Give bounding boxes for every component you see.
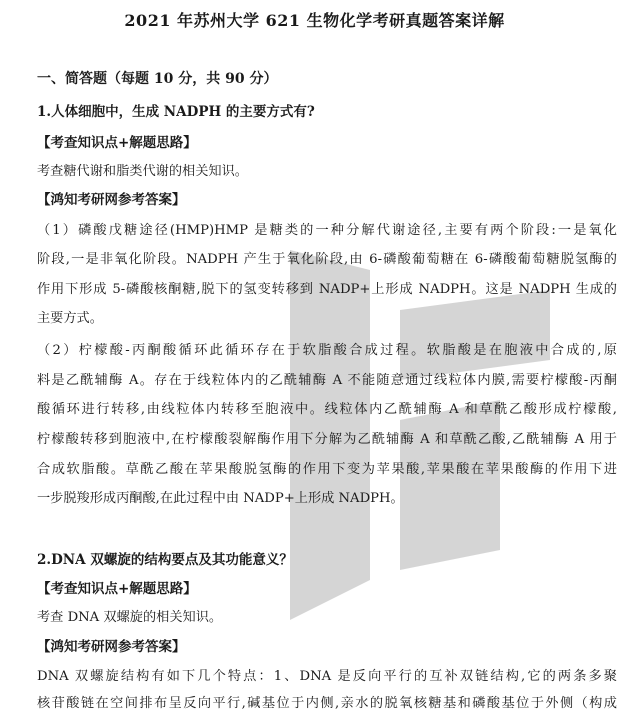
q2-knowledge-tag: 【考查知识点+解题思路】 (37, 581, 197, 597)
q1-p2-line-4: 柠檬酸转移到胞液中,在柠檬酸裂解酶作用下分解为乙酰辅酶 A 和草酰乙酸,乙酰辅酶 A 用于 (37, 432, 617, 447)
q1-p2-line-3: 酸循环进行转移,由线粒体内转移至胞液中。线粒体内乙酰辅酶 A 和草酰乙酸形成柠檬酸, (37, 402, 617, 417)
q2-answer-tag: 【鸿知考研网参考答案】 (37, 639, 186, 655)
q1-answer-tag: 【鸿知考研网参考答案】 (37, 192, 186, 208)
q1-knowledge-text: 考查糖代谢和脂类代谢的相关知识。 (37, 164, 248, 179)
q1-p2-line-5: 合成软脂酸。草酰乙酸在苹果酸脱氢酶的作用下变为苹果酸,苹果酸在苹果酸酶的作用下进 (37, 462, 617, 477)
q1-knowledge-tag: 【考查知识点+解题思路】 (37, 135, 197, 151)
q2-p1-line-2: 核苷酸链在空间排布呈反向平行,碱基位于内侧,亲水的脱氧核糖基和磷酸基位于外侧（构成 (37, 696, 617, 711)
q1-p1-line-4: 主要方式。 (37, 311, 103, 326)
q1-p1-line-2: 阶段,一是非氧化阶段。NADPH 产生于氧化阶段,由 6-磷酸葡萄糖在 6-磷酸葡萄糖脱氢酶的 (37, 252, 617, 267)
q1-p2-line-6: 一步脱羧形成丙酮酸,在此过程中由 NADP+上形成 NADPH。 (37, 491, 404, 506)
question-2: 2.DNA 双螺旋的结构要点及其功能意义？ (37, 552, 293, 568)
q2-knowledge-text: 考查 DNA 双螺旋的相关知识。 (37, 610, 223, 625)
q1-p2-line-1: （2）柠檬酸-丙酮酸循环此循环存在于软脂酸合成过程。软脂酸是在胞液中合成的,原 (37, 343, 617, 358)
q1-p1-line-3: 作用下形成 5-磷酸核酮糖,脱下的氢变转移到 NADP+上形成 NADPH。这是 NADPH 生成的 (37, 282, 617, 297)
q2-p1-line-1: DNA 双螺旋结构有如下几个特点：1、DNA 是反向平行的互补双链结构,它的两条多聚 (37, 669, 617, 684)
document-title: 2021 年苏州大学 621 生物化学考研真题答案详解 (124, 11, 505, 30)
question-1: 1.人体细胞中，生成 NADPH 的主要方式有? (37, 104, 315, 120)
q1-p1-line-1: （1）磷酸戊糖途径(HMP)HMP 是糖类的一种分解代谢途径,主要有两个阶段:一是氧化 (37, 223, 617, 238)
section-heading: 一、简答题（每题 10 分，共 90 分） (37, 71, 278, 87)
q1-p2-line-2: 料是乙酰辅酶 A。存在于线粒体内的乙酰辅酶 A 不能随意通过线粒体内膜,需要柠檬酸-丙酮 (37, 373, 617, 388)
